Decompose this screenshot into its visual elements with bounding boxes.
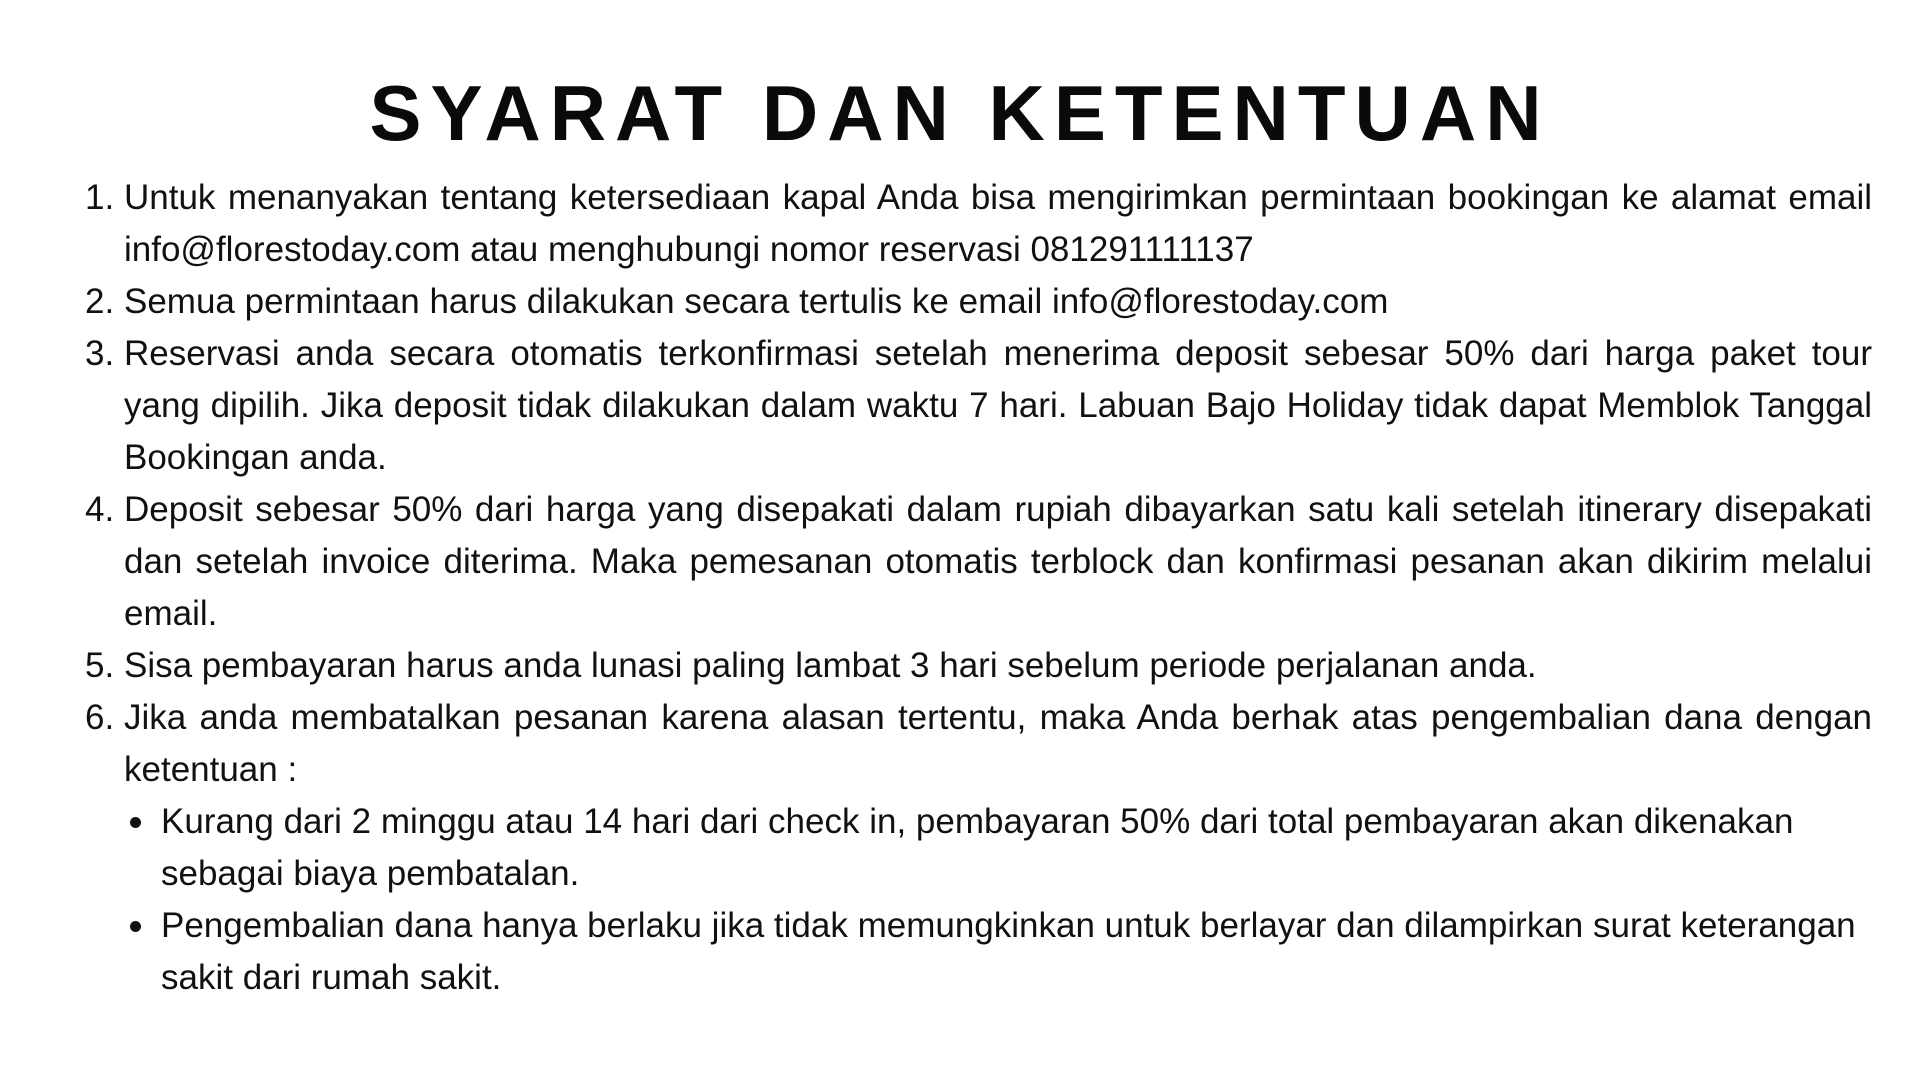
refund-condition-text: Pengembalian dana hanya berlaku jika tidak memungkinkan untuk berlayar dan dilampirkan surat keterangan sakit dari rumah sakit. bbox=[161, 906, 1856, 997]
term-number: 4. bbox=[85, 490, 115, 529]
refund-condition-text: Kurang dari 2 minggu atau 14 hari dari check in, pembayaran 50% dari total pembayaran akan dikenakan sebagai biaya pembatalan. bbox=[161, 802, 1794, 893]
term-text: Deposit sebesar 50% dari harga yang disepakati dalam rupiah dibayarkan satu kali setelah itinerary disepakati dan setelah invoice diterima. Maka pemesanan otomatis terblock dan konfirmasi pesanan akan dikirim melalui email. bbox=[124, 490, 1872, 633]
term-item-1 bbox=[85, 172, 1872, 276]
term-text: Jika anda membatalkan pesanan karena alasan tertentu, maka Anda berhak atas pengembalian dana dengan ketentuan : bbox=[124, 698, 1872, 789]
bullet-icon bbox=[130, 817, 141, 828]
term-text: Untuk menanyakan tentang ketersediaan kapal Anda bisa mengirimkan permintaan bookingan ke alamat email info@florestoday.com atau menghubungi nomor reservasi 081291111137 bbox=[124, 178, 1872, 269]
term-item-4 bbox=[85, 484, 1872, 640]
term-text: Sisa pembayaran harus anda lunasi paling lambat 3 hari sebelum periode perjalanan anda. bbox=[124, 646, 1537, 685]
refund-conditions-list bbox=[124, 796, 1872, 1004]
term-number: 3. bbox=[85, 334, 115, 373]
term-item-5 bbox=[85, 640, 1872, 692]
term-text: Semua permintaan harus dilakukan secara tertulis ke email info@florestoday.com bbox=[124, 282, 1389, 321]
refund-condition-item bbox=[161, 900, 1872, 1004]
term-number: 1. bbox=[85, 178, 115, 217]
term-text: Reservasi anda secara otomatis terkonfirmasi setelah menerima deposit sebesar 50% dari harga paket tour yang dipilih. Jika deposit tidak dilakukan dalam waktu 7 hari. Labuan Bajo Holiday tidak dapat Memblok Tanggal Bookingan anda. bbox=[124, 334, 1872, 477]
refund-condition-item bbox=[161, 796, 1872, 900]
bullet-icon bbox=[130, 921, 141, 932]
terms-list bbox=[0, 172, 1920, 796]
term-number: 2. bbox=[85, 282, 115, 321]
term-number: 5. bbox=[85, 646, 115, 685]
term-item-2 bbox=[85, 276, 1872, 328]
term-item-6 bbox=[85, 692, 1872, 796]
term-number: 6. bbox=[85, 698, 115, 737]
page-title: SYARAT DAN KETENTUAN bbox=[369, 69, 1551, 157]
term-item-3 bbox=[85, 328, 1872, 484]
